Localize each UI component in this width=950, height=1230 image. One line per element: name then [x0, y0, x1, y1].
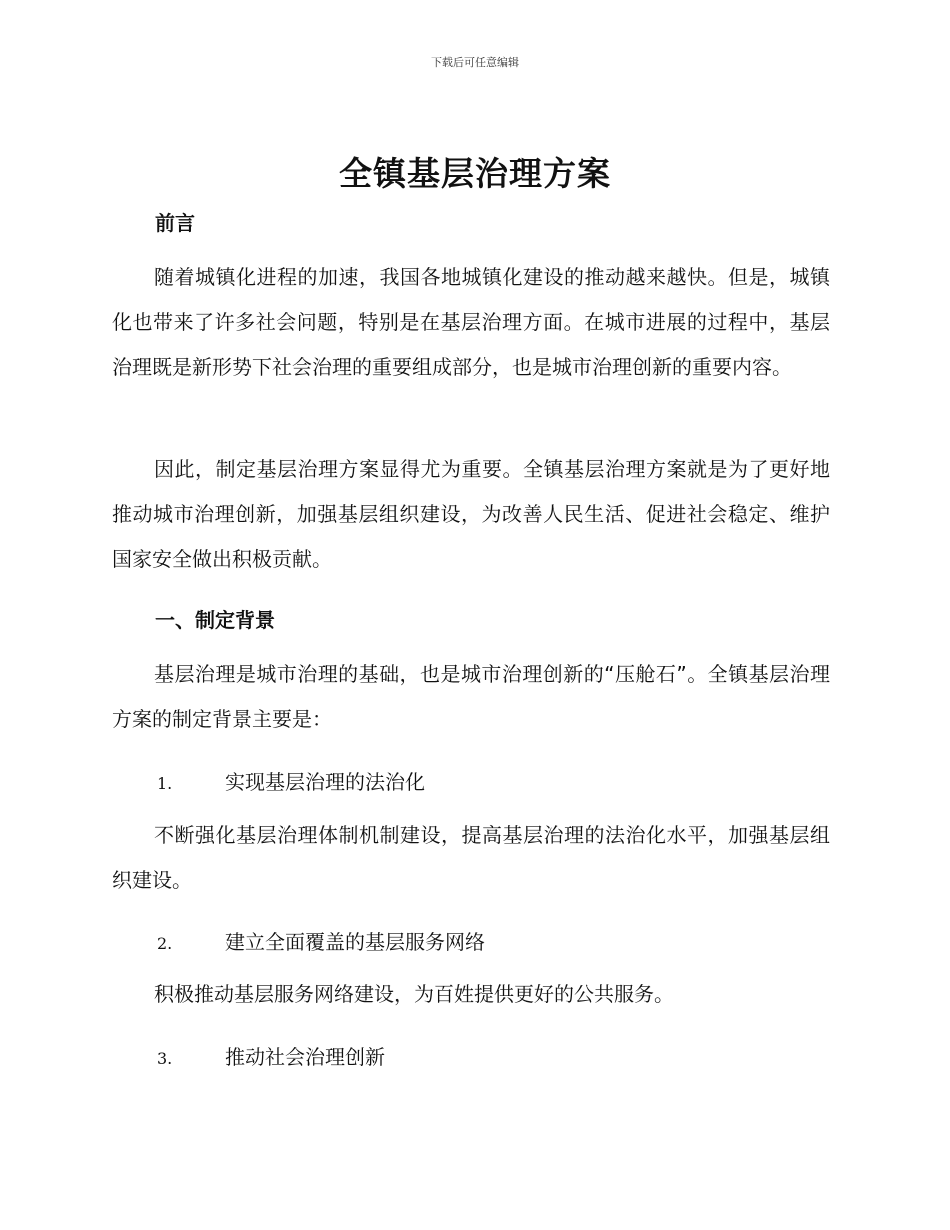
- page-header-note: 下载后可任意编辑: [431, 56, 519, 69]
- document-title: 全镇基层治理方案: [339, 154, 611, 193]
- list-item-title: 实现基层治理的法治化: [225, 770, 425, 794]
- list-item-2-description: 积极推动基层服务网络建设，为百姓提供更好的公共服务。: [154, 982, 674, 1006]
- list-item-2: [157, 926, 485, 955]
- section-heading-background: 一、制定背景: [155, 608, 275, 632]
- list-item-number: 2.: [157, 934, 173, 953]
- section-heading-preface: 前言: [155, 211, 195, 235]
- list-item-title: 建立全面覆盖的基层服务网络: [225, 930, 485, 954]
- list-item-3: [157, 1041, 385, 1070]
- preface-paragraph-1: 随着城镇化进程的加速，我国各地城镇化建设的推动越来越快。但是，城镇化也带来了许多社会问题，特别是在基层治理方面。在城市进展的过程中，基层治理既是新形势下社会治理的重要组成部分，也是城市治理创新的重要内容。: [112, 265, 830, 379]
- list-item-1: [157, 766, 425, 795]
- list-item-number: 3.: [157, 1049, 173, 1068]
- preface-paragraph-2: 因此，制定基层治理方案显得尤为重要。全镇基层治理方案就是为了更好地推动城市治理创新，加强基层组织建设，为改善人民生活、促进社会稳定、维护国家安全做出积极贡献。: [112, 457, 830, 571]
- list-item-1-description: 不断强化基层治理体制机制建设，提高基层治理的法治化水平，加强基层组织建设。: [112, 823, 830, 892]
- list-item-number: 1.: [157, 774, 173, 793]
- list-item-title: 推动社会治理创新: [225, 1045, 385, 1069]
- background-intro-paragraph: 基层治理是城市治理的基础，也是城市治理创新的“压舱石”。全镇基层治理方案的制定背景主要是：: [112, 662, 830, 731]
